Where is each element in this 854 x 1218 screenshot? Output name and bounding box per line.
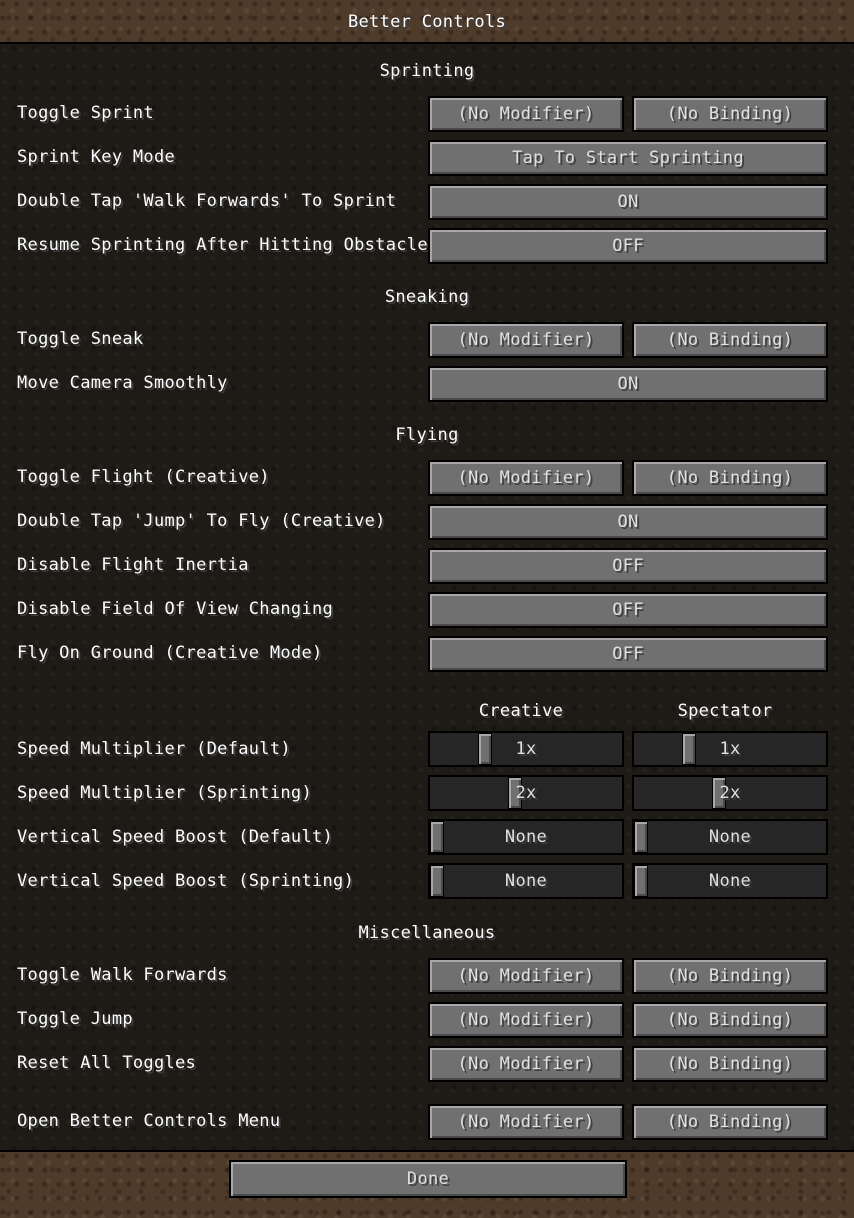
double-tap-walk-toggle[interactable]: ON bbox=[428, 184, 828, 220]
disable-inertia-label: Disable Flight Inertia bbox=[17, 555, 249, 575]
resume-sprint-toggle[interactable]: OFF bbox=[428, 228, 828, 264]
section-sneaking: Sneaking bbox=[384, 287, 470, 307]
toggle-walk-binding-button[interactable]: (No Binding) bbox=[632, 958, 828, 994]
vertical-boost-sprinting-creative-slider[interactable] bbox=[428, 863, 624, 899]
move-camera-label: Move Camera Smoothly bbox=[17, 373, 228, 393]
fly-on-ground-label: Fly On Ground (Creative Mode) bbox=[17, 643, 323, 663]
toggle-flight-label: Toggle Flight (Creative) bbox=[17, 467, 270, 487]
sprint-key-mode-button[interactable]: Tap To Start Sprinting bbox=[428, 140, 828, 176]
vertical-boost-default-label: Vertical Speed Boost (Default) bbox=[17, 827, 334, 847]
vertical-boost-default-creative-slider[interactable] bbox=[428, 819, 624, 855]
toggle-walk-modifier-button[interactable]: (No Modifier) bbox=[428, 958, 624, 994]
toggle-flight-modifier-button[interactable]: (No Modifier) bbox=[428, 460, 624, 496]
slider-handle[interactable] bbox=[682, 733, 696, 765]
slider-value: 2x bbox=[719, 783, 741, 803]
slider-value: 1x bbox=[515, 739, 537, 759]
slider-value: None bbox=[504, 871, 548, 891]
toggle-sneak-label: Toggle Sneak bbox=[17, 329, 144, 349]
section-flying: Flying bbox=[395, 425, 459, 445]
double-tap-jump-toggle[interactable]: ON bbox=[428, 504, 828, 540]
toggle-flight-binding-button[interactable]: (No Binding) bbox=[632, 460, 828, 496]
disable-inertia-toggle[interactable]: OFF bbox=[428, 548, 828, 584]
reset-toggles-label: Reset All Toggles bbox=[17, 1053, 197, 1073]
speed-multiplier-default-creative-slider[interactable] bbox=[428, 731, 624, 767]
toggle-jump-label: Toggle Jump bbox=[17, 1009, 133, 1029]
slider-handle[interactable] bbox=[430, 865, 444, 897]
open-menu-binding-button[interactable]: (No Binding) bbox=[632, 1104, 828, 1140]
speed-multiplier-default-spectator-slider[interactable] bbox=[632, 731, 828, 767]
done-button[interactable]: Done bbox=[229, 1160, 627, 1198]
open-menu-modifier-button[interactable]: (No Modifier) bbox=[428, 1104, 624, 1140]
slider-value: None bbox=[708, 871, 752, 891]
disable-fov-label: Disable Field Of View Changing bbox=[17, 599, 334, 619]
options-list[interactable] bbox=[0, 44, 854, 1150]
speed-multiplier-sprinting-label: Speed Multiplier (Sprinting) bbox=[17, 783, 312, 803]
open-menu-label: Open Better Controls Menu bbox=[17, 1111, 281, 1131]
toggle-sneak-binding-button[interactable]: (No Binding) bbox=[632, 322, 828, 358]
sprint-key-mode-label: Sprint Key Mode bbox=[17, 147, 176, 167]
header-bar bbox=[0, 0, 854, 44]
fly-on-ground-toggle[interactable]: OFF bbox=[428, 636, 828, 672]
toggle-sneak-modifier-button[interactable]: (No Modifier) bbox=[428, 322, 624, 358]
column-header-spectator: Spectator bbox=[677, 701, 773, 721]
vertical-boost-sprinting-label: Vertical Speed Boost (Sprinting) bbox=[17, 871, 355, 891]
reset-toggles-modifier-button[interactable]: (No Modifier) bbox=[428, 1046, 624, 1082]
toggle-sprint-binding-button[interactable]: (No Binding) bbox=[632, 96, 828, 132]
double-tap-jump-label: Double Tap 'Jump' To Fly (Creative) bbox=[17, 511, 386, 531]
speed-multiplier-sprinting-creative-slider[interactable] bbox=[428, 775, 624, 811]
reset-toggles-binding-button[interactable]: (No Binding) bbox=[632, 1046, 828, 1082]
column-header-creative: Creative bbox=[478, 701, 564, 721]
move-camera-toggle[interactable]: ON bbox=[428, 366, 828, 402]
toggle-sprint-modifier-button[interactable]: (No Modifier) bbox=[428, 96, 624, 132]
slider-handle[interactable] bbox=[634, 821, 648, 853]
slider-value: 1x bbox=[719, 739, 741, 759]
vertical-boost-default-spectator-slider[interactable] bbox=[632, 819, 828, 855]
toggle-jump-modifier-button[interactable]: (No Modifier) bbox=[428, 1002, 624, 1038]
disable-fov-toggle[interactable]: OFF bbox=[428, 592, 828, 628]
toggle-sprint-label: Toggle Sprint bbox=[17, 103, 154, 123]
page-title: Better Controls bbox=[347, 12, 507, 32]
slider-handle[interactable] bbox=[478, 733, 492, 765]
vertical-boost-sprinting-spectator-slider[interactable] bbox=[632, 863, 828, 899]
slider-value: 2x bbox=[515, 783, 537, 803]
footer-bar bbox=[0, 1150, 854, 1218]
toggle-jump-binding-button[interactable]: (No Binding) bbox=[632, 1002, 828, 1038]
slider-value: None bbox=[708, 827, 752, 847]
resume-sprint-label: Resume Sprinting After Hitting Obstacle bbox=[17, 235, 428, 255]
section-miscellaneous: Miscellaneous bbox=[358, 923, 496, 943]
slider-value: None bbox=[504, 827, 548, 847]
section-sprinting: Sprinting bbox=[379, 61, 475, 81]
double-tap-walk-label: Double Tap 'Walk Forwards' To Sprint bbox=[17, 191, 397, 211]
toggle-walk-label: Toggle Walk Forwards bbox=[17, 965, 228, 985]
slider-handle[interactable] bbox=[634, 865, 648, 897]
speed-multiplier-default-label: Speed Multiplier (Default) bbox=[17, 739, 291, 759]
speed-multiplier-sprinting-spectator-slider[interactable] bbox=[632, 775, 828, 811]
slider-handle[interactable] bbox=[430, 821, 444, 853]
